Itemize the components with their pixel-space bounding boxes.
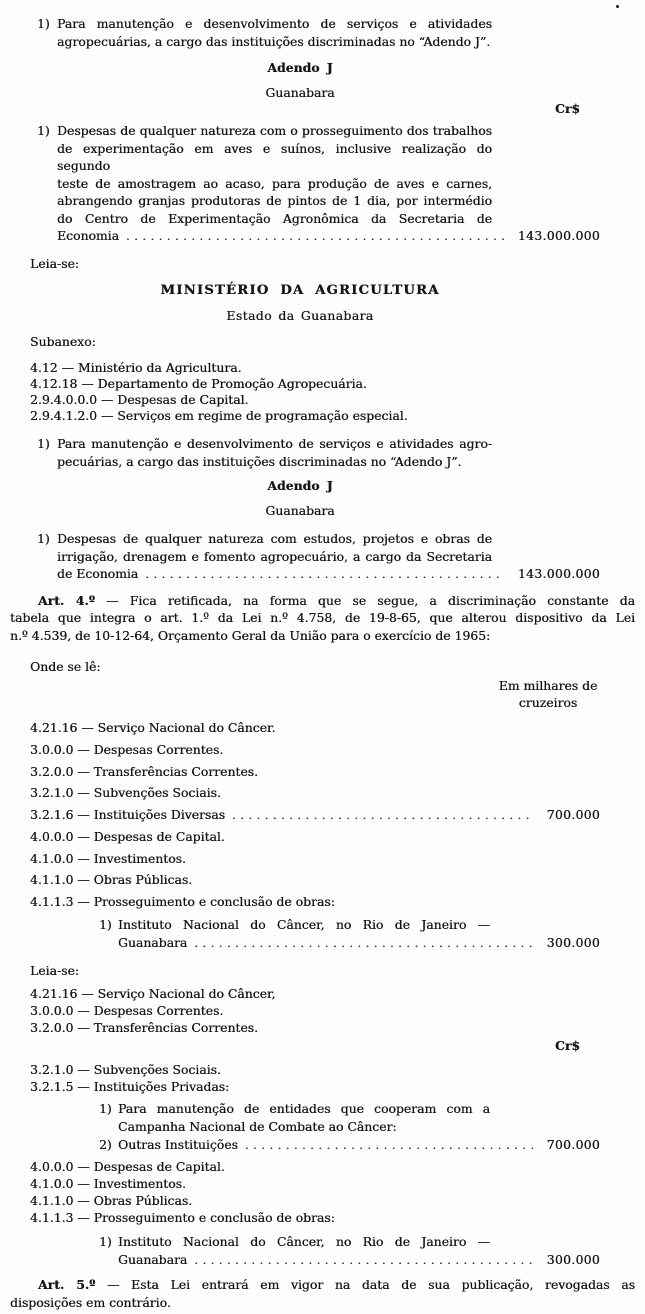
unit-note-line-2: cruzeiros [518,695,578,711]
institute-subitem-2-amount-row [118,1251,600,1270]
unit-note-line-1: Em milhares de [498,678,598,694]
subanexo-label: Subanexo: [30,333,96,349]
maintenance-item-2-line: pecuárias, a cargo das instituições discriminadas no “Adendo J”. [57,453,462,469]
amount-value: 700.000 [546,1136,600,1152]
intro-line-2: agropecuárias, a cargo das instituições discriminadas no “Adendo J”. [57,33,491,49]
article-4-label: Art. 4.º [38,592,95,608]
ministry-heading: MINISTÉRIO DA AGRICULTURA [160,282,440,298]
code-line: 4.12 — Ministério da Agricultura. [30,359,242,375]
expense-item-1-line: do Centro de Experimentação Agronômica da Secretaria de [57,210,492,226]
budget-list-2a [30,985,645,1036]
dot-leader [194,934,532,953]
dot-leader [145,566,504,584]
maintenance-item-2-line: Para manutenção e desenvolvimento de serviços e atividades agro- [57,436,492,452]
expense-item-3-number: 1) [37,531,50,547]
adendo-heading-1: Adendo J [267,60,333,75]
dot-leader [126,228,504,246]
code-line: 4.21.16 — Serviço Nacional do Câncer, [30,985,276,1001]
amount-value: 300.000 [546,1252,600,1268]
code-line: 3.2.1.0 — Subvenções Sociais. [30,785,221,801]
code-line: 4.1.1.3 — Prosseguimento e conclusão de obras: [30,894,335,910]
code-line: 4.21.16 — Serviço Nacional do Câncer. [30,720,276,736]
institute-subitem-2-line: Instituto Nacional do Câncer, no Rio de Janeiro — [118,1233,490,1249]
code-line: 3.2.1.5 — Instituições Privadas: [30,1078,230,1094]
article-5-line-2: disposições em contrário. [10,1294,171,1310]
dot-leader [232,805,533,827]
code-line: 2.9.4.0.0.0 — Despesas de Capital. [30,391,249,407]
leader-label: Guanabara [118,935,188,951]
amount-value: 300.000 [546,935,600,951]
expense-item-3-amount-row [57,565,600,584]
code-line: 4.0.0.0 — Despesas de Capital. [30,1158,225,1174]
article-4-line-1 [10,592,635,610]
unit-note [492,677,604,711]
code-line: 4.1.1.0 — Obras Públicas. [30,1192,193,1208]
leader-label: 3.2.1.6 — Instituições Diversas [30,806,226,822]
subitem-number: 1) [99,1233,112,1249]
expense-item-3-line: Despesas de qualquer natureza com estudos, projetos e obras de [57,531,492,547]
subanexo-code-list [30,360,645,425]
budget-list-3 [30,1158,645,1226]
budget-list-1-amount-row [30,804,600,827]
leia-se-label-1: Leia-se: [30,255,79,271]
code-line: 4.12.18 — Departamento de Promoção Agropecuária. [30,375,367,391]
amount-value: 143.000.000 [517,566,600,582]
institute-subitem-1 [99,916,600,953]
expense-item-3 [37,530,600,584]
leader-label: Economia [57,228,119,243]
institute-subitem-2 [99,1233,600,1270]
expense-item-1-line: de experimentação em aves e suínos, inclusive realização do segundo [57,140,492,173]
article-5-paragraph [10,1276,635,1312]
expense-item-1-line: teste de amostragem ao acaso, para produção de aves e carnes, [57,175,492,191]
leia-se-label-2: Leia-se: [30,962,79,978]
adendo-place-1: Guanabara [265,85,335,100]
expense-item-1-amount-row [57,227,600,246]
article-4-paragraph [10,592,635,645]
code-line: 4.1.0.0 — Investimentos. [30,1175,186,1191]
campaign-subitem-line-1: Para manutenção de entidades que cooperam com a [118,1100,490,1116]
budget-list-1 [30,717,645,912]
maintenance-item-2-number: 1) [37,436,50,452]
article-4-line-3: n.º 4.539, de 10-12-64, Orçamento Geral da União para o exercício de 1965: [10,627,491,643]
leader-label: Outras Instituições [118,1136,238,1152]
code-line: 4.1.1.0 — Obras Públicas. [30,872,193,888]
dot-leader [194,1251,532,1270]
intro-line-1: Para manutenção e desenvolvimento de serviços e atividades [57,16,492,31]
expense-item-1-line: abrangendo granjas produtoras de pintos de 1 dia, por intermédio [57,193,492,208]
article-5-label: Art. 5.º [38,1276,96,1292]
adendo-place-2: Guanabara [265,503,335,519]
code-line: 4.1.0.0 — Investimentos. [30,850,186,866]
scan-artifact-dot [616,5,619,8]
code-line: 2.9.4.1.2.0 — Serviços em regime de programação especial. [30,408,408,424]
institute-subitem-1-amount-row [118,934,600,953]
currency-label-2: Cr$ [554,1037,580,1053]
campaign-subitem-line-2: Campanha Nacional de Combate ao Câncer: [118,1118,397,1134]
dot-leader [245,1136,533,1154]
subitem-number: 2) [99,1136,112,1152]
code-line: 4.0.0.0 — Despesas de Capital. [30,829,225,845]
code-line: 3.0.0.0 — Despesas Correntes. [30,741,224,757]
onde-se-le-label: Onde se lê: [30,659,101,675]
code-line: 3.2.1.0 — Subvenções Sociais. [30,1061,221,1077]
article-5-line-1 [10,1276,635,1294]
expense-item-1-line: Despesas de qualquer natureza com o prosseguimento dos trabalhos [57,123,492,138]
article-5-text: — Esta Lei entrará em vigor na data de sua publicação, revogadas as [95,1276,636,1292]
code-line: 3.2.0.0 — Transferências Correntes. [30,1019,258,1035]
subitem-number: 1) [99,1100,112,1116]
code-line: 3.0.0.0 — Despesas Correntes. [30,1002,224,1018]
subitem-number: 1) [99,916,112,932]
campaign-subitem-amount-row [99,1136,600,1154]
intro-item [37,15,492,50]
code-line: 4.1.1.3 — Prosseguimento e conclusão de obras: [30,1209,335,1225]
leader-label: Guanabara [118,1252,188,1268]
institute-subitem-1-line: Instituto Nacional do Câncer, no Rio de Janeiro — [118,916,490,932]
leader-label: de Economia [57,566,139,582]
adendo-heading-2: Adendo J [267,478,333,494]
maintenance-item-2 [37,435,492,470]
amount-value: 700.000 [546,806,600,822]
code-line: 3.2.0.0 — Transferências Correntes. [30,763,258,779]
article-4-line-2: tabela que integra o art. 1.º da Lei n.º 4.758, de 19-8-65, que alterou dispositivo da Lei [10,610,635,626]
intro-item-number: 1) [37,16,50,31]
expense-item-1 [37,122,600,246]
article-4-text: — Fica retificada, na forma que se segue, a discriminação constante da [94,592,635,608]
expense-item-1-number: 1) [37,123,50,138]
amount-value: 143.000.000 [517,228,600,243]
expense-item-3-line: irrigação, drenagem e fomento agropecuário, a cargo da Secretaria [57,548,492,564]
estado-heading: Estado da Guanabara [226,307,374,323]
budget-list-2b [30,1061,645,1095]
campaign-subitem [99,1100,600,1154]
currency-label-1: Cr$ [554,101,580,116]
